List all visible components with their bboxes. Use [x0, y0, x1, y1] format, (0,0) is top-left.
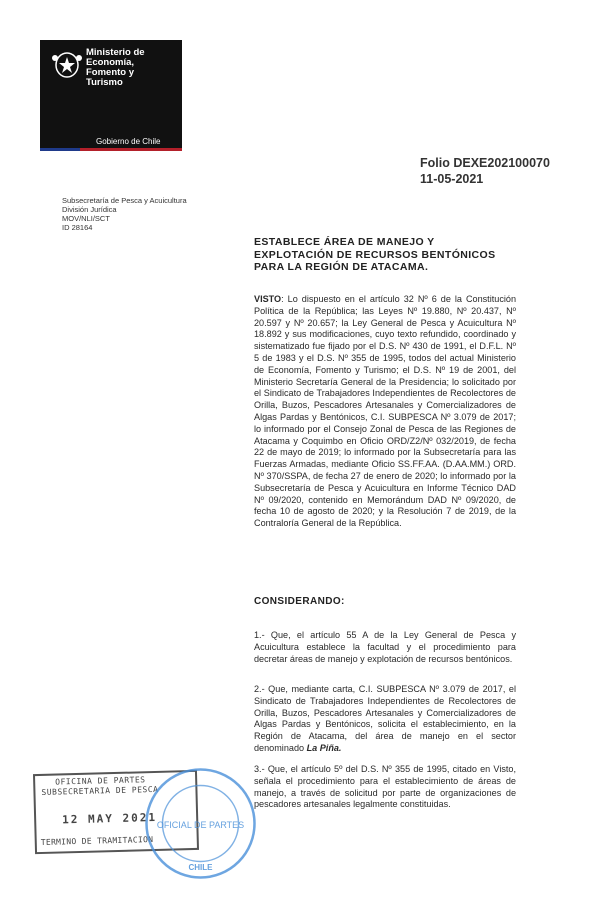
considerando-3: 3.- Que, el artículo 5º del D.S. Nº 355 de 1995, citado en Visto, señala el procedimiento para el establecimiento de áreas de manejo, a través de solicitud por parte de organizaciones de pescadores artesanales legalmente constituidas. [254, 764, 516, 810]
folio-number: Folio DEXE202100070 [420, 156, 550, 170]
ministry-line: Ministerio de [86, 47, 145, 58]
stamp-line: OFICINA DE PARTES [55, 775, 146, 787]
considerando-2 [254, 684, 516, 755]
considerando-heading: CONSIDERANDO: [254, 596, 345, 607]
visto-label: VISTO [254, 294, 282, 304]
meta-line: División Jurídica [62, 205, 117, 214]
ministry-line: Turismo [86, 77, 123, 88]
flag-stripe-blue [40, 148, 80, 151]
meta-line: MOV/NLI/SCT [62, 214, 110, 223]
folio-date: 11-05-2021 [420, 172, 484, 186]
considerando-2-text: 2.- Que, mediante carta, C.I. SUBPESCA Nº 3.079 de 2017, el Sindicato de Trabajadores Independientes de Recolectores de Orilla, Buzos, Pescadores Artesanales y Comercializadores de Algas Pardas y Bentónicos, solicita el establecimiento, en la Región de Atacama, del área de manejo en el sector denominado [254, 684, 516, 753]
place-name: La Piña. [306, 742, 342, 753]
stamp-line: TERMINO DE TRAMITACION [40, 835, 154, 847]
document-meta [62, 196, 187, 232]
visto-paragraph [254, 294, 516, 530]
flag-stripe-red [80, 148, 182, 151]
considerando-1: 1.- Que, el artículo 55 A de la Ley General de Pesca y Acuicultura establece la facultad y el procedimiento para decretar áreas de manejo y explotación de recursos bentónicos. [254, 630, 516, 664]
seal-center-text: OFICIAL DE PARTES [156, 820, 245, 830]
folio-block [420, 155, 550, 187]
visto-text: : Lo dispuesto en el artículo 32 Nº 6 de la Constitución Política de la República; las Leyes Nº 19.880, Nº 20.437, Nº 20.597 y Nº 20.657; la Ley General de Pesca y Acuicultura Nº 18.892 y sus modificaciones, cuyo texto refundido, coordinado y sistematizado fue fijado por el D.S. Nº 430 de 1991, el D.F.L. Nº 5 de 1983 y el D.S. Nº 355 de 1995, todos del actual Ministerio de Economía, Fomento y Turismo; el D.S. Nº 19 de 2001, del Ministerio Secretaría General de la Presidencia; lo solicitado por el Sindicato de Trabajadores Independientes de Recolectores de Orilla, Buzos, Pescadores Artesanales y Comercializadores de Algas Pardas y Bentónicos, C.I. SUBPESCA Nº 3.079 de 2017; lo informado por el Consejo Zonal de Pesca de las Regiones de Atacama y Coquimbo en Oficio ORD/Z2/Nº 032/2019, de fecha 22 de mayo de 2019; lo informado por la Subsecretaría para las Fuerzas Armadas, mediante Oficio SS.FF.AA. (D.AA.MM.) ORD. Nº 370/SSPA, de fecha 27 de enero de 2020; lo informado por la Subsecretaría de Pesca y Acuicultura en Informe Técnico DAD Nº 09/2020, contenido en Memorándum DAD Nº 09/2020, de fecha 10 de agosto de 2020; y la Resolución 7 de 2019, de la Contraloría General de la República. [254, 294, 516, 529]
official-seal-stamp [143, 766, 258, 881]
meta-line: ID 28164 [62, 223, 93, 232]
stamp-line: SUBSECRETARIA DE PESCA [41, 784, 159, 797]
government-label: Gobierno de Chile [96, 137, 161, 146]
coat-of-arms-icon [50, 48, 84, 82]
document-title: ESTABLECE ÁREA DE MANEJO Y EXPLOTACIÓN DE RECURSOS BENTÓNICOS PARA LA REGIÓN DE ATACAMA. [254, 236, 496, 273]
stamp-date: 12 MAY 2021 [62, 810, 158, 827]
meta-line: Subsecretaría de Pesca y Acuicultura [62, 196, 187, 205]
ministry-line: Economía, [86, 57, 135, 68]
ministry-name [86, 48, 182, 88]
government-logo [40, 40, 182, 150]
seal-bottom-text: CHILE [188, 863, 213, 872]
ministry-line: Fomento y [86, 67, 135, 78]
